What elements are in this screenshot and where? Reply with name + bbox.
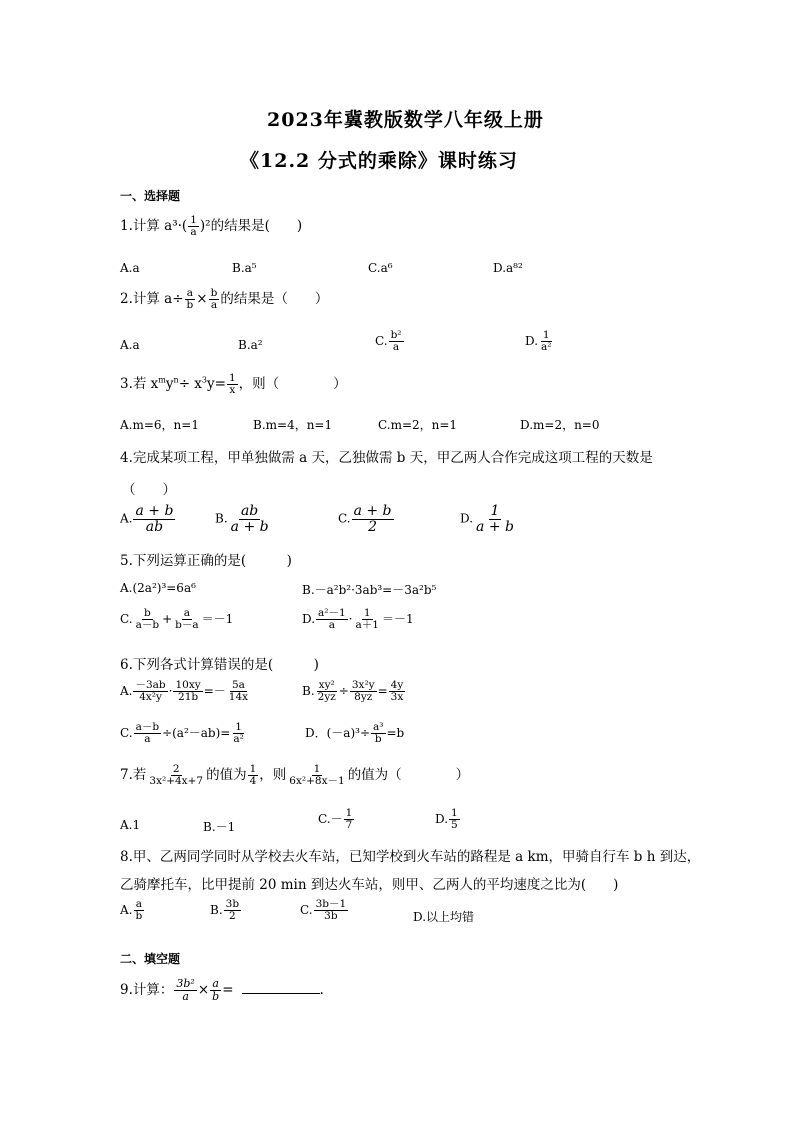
q4-option-c: C. $\frac{a + b}{2}$	[338, 503, 392, 535]
q6-option-b: B. $\frac{\text{xy²}}{2yz}$ ÷ $\frac{\text{3x²y}}{8yz}$ = $\frac{4y}{3x}$	[302, 679, 404, 704]
q5-option-d: D. $\frac{\text{a²－1}}{a}$ · $\frac{1}{a+1}$ ＝－1	[302, 607, 414, 632]
q8-option-a: A. $\frac{a}{b}$	[120, 898, 143, 923]
fraction: $\frac{1}{a}$	[190, 213, 197, 238]
q1-option-c: C.a⁶	[368, 261, 393, 275]
question-7: 7.若 $\frac{2}{\text{3x²+4x+7}}$ 的值为 $\frac{1}{4}$ ，则 $\frac{1}{\text{6x²+8x－1}}$ 的值为（ ）	[120, 762, 470, 787]
q2-option-c: C. $\frac{\text{b²}}{a}$	[375, 329, 402, 354]
page-subtitle: 《12.2 分式的乘除》课时练习	[240, 150, 518, 172]
answer-blank[interactable]	[242, 993, 320, 994]
question-5: 5.下列运算正确的是( )	[120, 553, 292, 569]
question-3: 3.若 $x^my^n\div x^3y=$ $\frac{1}{x}$ ，则（ ）	[120, 371, 347, 396]
question-4-line-2: （ ）	[122, 482, 176, 498]
question-1: 1.计算 a³·( $\frac{1}{a}$ )²的结果是( )	[120, 213, 303, 238]
q6-option-a: A. $\frac{-3ab}{\text{4x²y}}$ · $\frac{10xy}{21b}$ =－ $\frac{5a}{14x}$	[120, 679, 249, 704]
question-4-line-1: 4.完成某项工程，甲单独做需 a 天，乙独做需 b 天，甲乙两人合作完成这项工程的天数是	[120, 450, 653, 466]
q3-option-c: C.m=2，n=1	[378, 418, 458, 432]
q8-option-d: D.以上均错	[413, 910, 475, 924]
q5-option-b: B.－a²b²·3ab³=－3a²b⁵	[302, 583, 437, 597]
question-6: 6.下列各式计算错误的是( )	[120, 657, 319, 673]
q4-option-b: B. $\frac{ab}{a + b}$	[215, 503, 269, 535]
section-choice-heading: 一、选择题	[120, 189, 181, 203]
question-9: 9.计算： $\frac{\text{3b²}}{a}$ × $\frac{a}{b}$ = .	[120, 977, 324, 1003]
q8-option-b: B. $\frac{3b}{2}$	[210, 898, 240, 923]
page-title: 2023年冀教版数学八年级上册	[267, 109, 544, 131]
q7-option-c: C.－ $\frac{1}{7}$	[318, 807, 353, 832]
q6-option-c: C. $\frac{a-b}{a}$ ÷(a²－ab)= $\frac{1}{\text{a²}}$	[120, 721, 244, 746]
q7-option-b: B.－1	[203, 820, 236, 834]
q3-option-a: A.m=6，n=1	[120, 418, 199, 432]
fraction: $\frac{a}{b}$	[186, 286, 194, 311]
question-8-line-1: 8.甲、乙两同学同时从学校去火车站，已知学校到火车站的路程是 a km，甲骑自行车 b h 到达，	[120, 849, 701, 865]
q4-option-a: A. $\frac{a + b}{ab}$	[120, 503, 174, 535]
fraction: $\frac{1}{x}$	[228, 371, 236, 396]
q5-option-c: C. $\frac{b}{a-b}$ + $\frac{a}{b-a}$ ＝－1	[120, 607, 234, 632]
question-8-line-2: 乙骑摩托车，比甲提前 20 min 到达火车站，则甲、乙两人的平均速度之比为( )	[120, 877, 619, 893]
q6-option-d: D．(－a)³÷ $\frac{\text{a³}}{b}$ =b	[305, 721, 405, 746]
q2-option-b: B.a²	[238, 338, 263, 352]
q1-option-b: B.a⁵	[232, 261, 257, 275]
q4-option-d: D. $\frac{1}{a + b}$	[460, 503, 514, 535]
q5-option-a: A.(2a²)³=6a⁶	[120, 581, 196, 595]
q7-option-a: A.1	[120, 818, 141, 832]
q2-option-a: A.a	[120, 338, 140, 352]
question-2: 2.计算 a÷ $\frac{a}{b}$ × $\frac{b}{a}$ 的结果是（ ）	[120, 286, 329, 311]
q3-option-b: B.m=4，n=1	[253, 418, 333, 432]
q3-option-d: D.m=2，n=0	[520, 418, 600, 432]
q7-option-d: D. $\frac{1}{5}$	[435, 807, 458, 832]
fraction: $\frac{b}{a}$	[210, 286, 218, 311]
section-fill-heading: 二、填空题	[120, 952, 181, 966]
q8-option-c: C. $\frac{3b-1}{3b}$	[300, 898, 347, 923]
q1-option-a: A.a	[120, 261, 140, 275]
q2-option-d: D. $\frac{1}{\text{a²}}$	[525, 329, 552, 354]
q1-option-d: D.a⁸²	[493, 261, 523, 275]
